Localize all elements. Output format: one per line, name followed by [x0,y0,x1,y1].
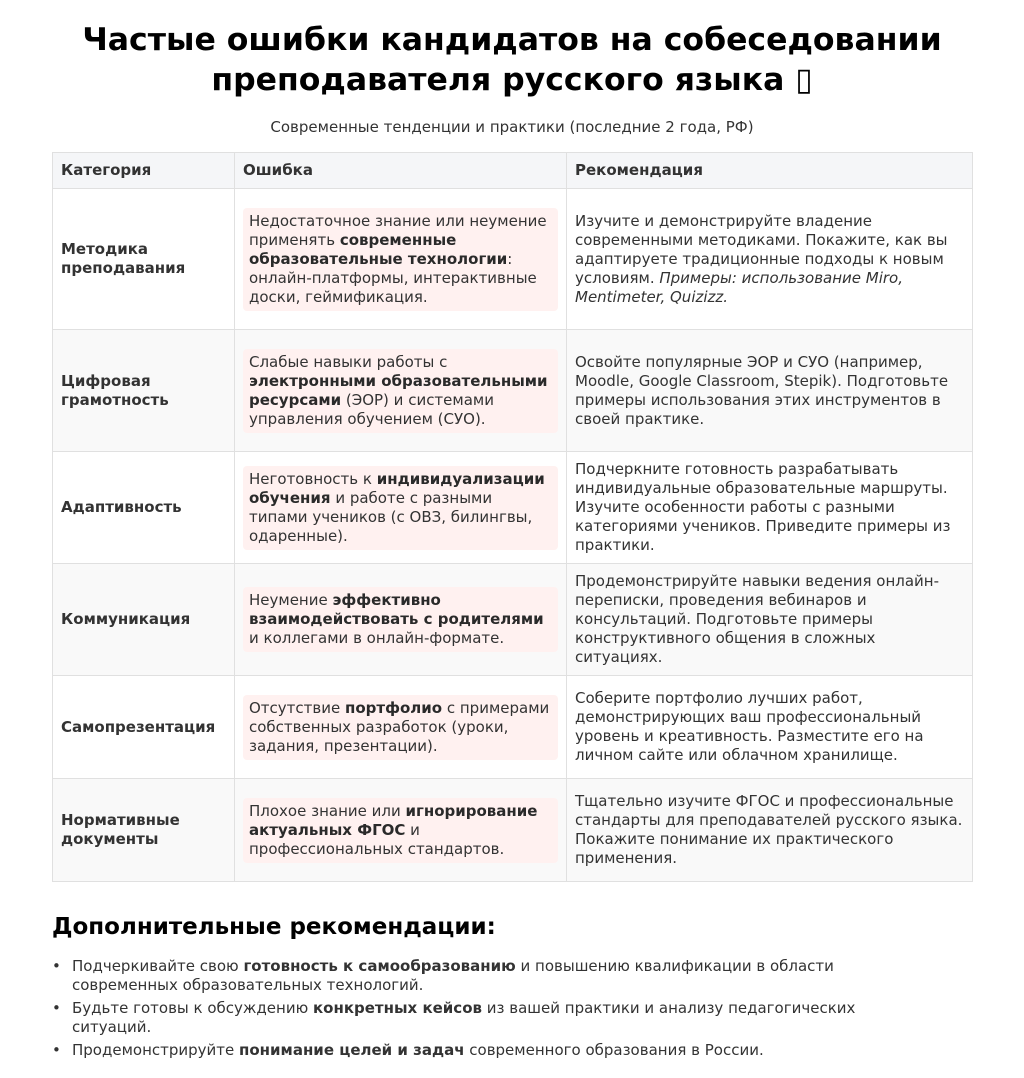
extra-heading: Дополнительные рекомендации: [52,914,496,940]
cell-error [235,330,567,452]
cell-recommendation [567,676,973,779]
title-line-2: преподавателя русского языка [211,62,785,98]
recommendation-text: Соберите портфолио лучших работ, демонстрирующих ваш профессиональный уровень и креативность. Разместите его на личном сайте или облачном хранилище. [575,689,924,764]
cell-recommendation [567,452,973,564]
table-row [53,779,973,882]
list-item-text: из вашей практики и анализу педагогических ситуаций. [72,999,856,1036]
list-item [52,999,932,1037]
page-title [0,20,1024,100]
list-item-text: Будьте готовы к обсуждению [72,999,313,1017]
cell-error [235,452,567,564]
list-item-bold: конкретных кейсов [312,999,482,1017]
error-text-bold: индивидуализации обучения [249,469,545,507]
bullet-icon: • [52,1041,61,1059]
cell-category: Адаптивность [53,452,235,564]
cell-category: Цифровая грамотность [53,330,235,452]
recommendation-text: Изучите и демонстрируйте владение современными методиками. Покажите, как вы адаптируете традиционные подходы к новым условиям. [575,211,948,287]
error-text: (ЭОР) и системами управления обучением (СУО). [249,390,494,428]
header-category: Категория [53,153,235,189]
error-text: Неумение [249,591,333,609]
list-item-bold: понимание целей и задач [239,1041,465,1059]
list-item-text: Продемонстрируйте [72,1041,240,1059]
cell-category: Коммуникация [53,564,235,676]
cell-category: Методика преподавания [53,189,235,330]
error-text-bold: современные образовательные технологии [249,230,508,268]
header-error: Ошибка [235,153,567,189]
bullet-icon: • [52,957,61,975]
extra-recommendations-list [52,957,932,1064]
error-text-bold: электронными образовательными ресурсами [249,371,548,409]
error-text: и работе с разными типами учеников (с ОВЗ, билингвы, одаренные). [249,488,533,545]
recommendation-text: Продемонстрируйте навыки ведения онлайн-переписки, проведения вебинаров и консультаций. Подготовьте примеры конструктивного общения в сложных ситуациях. [575,572,940,666]
error-text: Слабые навыки работы с [249,352,448,371]
table-header-row [53,153,973,189]
list-item-text: и повышению квалификации в области современных образовательных технологий. [72,957,834,994]
error-text: и коллегами в онлайн-формате. [249,629,505,647]
table-row [53,452,973,564]
list-item-bold: готовность к самообразованию [243,957,516,975]
recommendation-text: Освойте популярные ЭОР и СУО (например, Moodle, Google Classroom, Stepik). Подготовьте примеры использования этих инструментов в своей практике. [575,352,949,428]
error-highlight-box [243,587,558,652]
title-line-1: Частые ошибки кандидатов на собеседовании [82,22,942,58]
recommendation-text: Тщательно изучите ФГОС и профессиональные стандарты для преподавателей русского языка. Покажите понимание их практического применения. [575,792,963,867]
cell-error [235,676,567,779]
error-highlight-box [243,466,558,550]
list-item-text: Подчеркивайте свою [72,957,244,975]
error-text: Плохое знание или [249,801,406,820]
error-highlight-box [243,208,558,311]
recommendation-example: Примеры: использование Miro, Mentimeter, Quizizz. [575,268,904,306]
error-text: Недостаточное знание или неумение применять [249,211,547,249]
missing-glyph-icon: ▯ [795,62,813,98]
errors-table [52,152,973,882]
table-row [53,189,973,330]
error-text: Неготовность к [249,469,377,488]
bullet-icon: • [52,999,61,1017]
cell-error [235,564,567,676]
list-item [52,957,932,995]
cell-recommendation [567,779,973,882]
cell-error [235,189,567,330]
table-body [53,189,973,882]
cell-category: Нормативные документы [53,779,235,882]
error-highlight-box [243,798,558,863]
cell-recommendation [567,330,973,452]
error-text-bold: игнорирование актуальных ФГОС [249,801,538,839]
recommendation-text: Подчеркните готовность разрабатывать индивидуальные образовательные маршруты. Изучите особенности работы с разными категориями учеников. Приведите примеры из практики. [575,460,951,554]
cell-error [235,779,567,882]
list-item-text: современного образования в России. [464,1041,764,1059]
table-row [53,330,973,452]
cell-recommendation [567,564,973,676]
error-text: Отсутствие [249,698,345,717]
error-text: с примерами собственных разработок (уроки, задания, презентации). [249,698,550,755]
header-recommendation: Рекомендация [567,153,973,189]
table-row [53,676,973,779]
cell-recommendation [567,189,973,330]
error-highlight-box [243,695,558,760]
error-highlight-box [243,349,558,433]
error-text: и профессиональных стандартов. [249,820,505,858]
error-text: : онлайн-платформы, интерактивные доски, геймификация. [249,249,537,306]
page-subtitle: Современные тенденции и практики (последние 2 года, РФ) [270,118,754,136]
cell-category: Самопрезентация [53,676,235,779]
error-text-bold: портфолио [344,698,443,717]
table-row [53,564,973,676]
list-item [52,1041,932,1060]
error-text-bold: эффективно взаимодействовать с родителями [249,591,544,628]
